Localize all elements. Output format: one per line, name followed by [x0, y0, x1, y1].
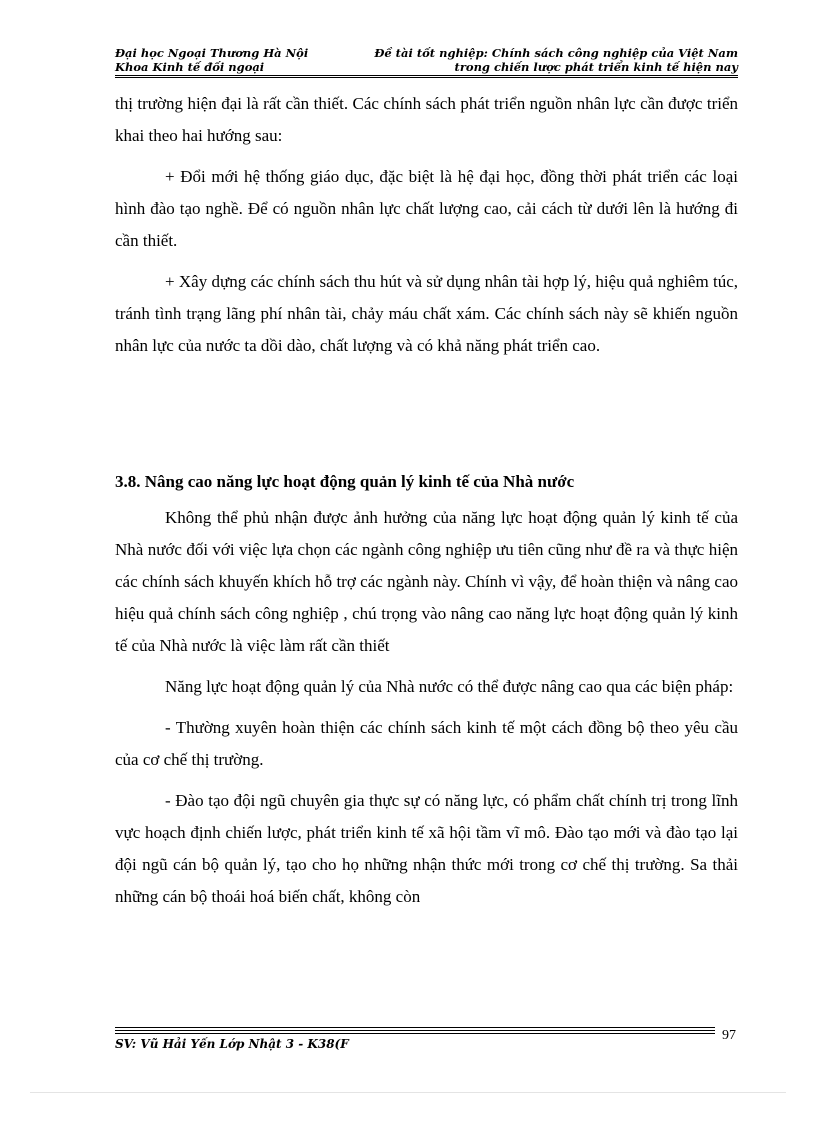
- page-bottom-edge: [30, 1092, 786, 1093]
- paragraph-bullet: - Thường xuyên hoàn thiện các chính sách kinh tế một cách đồng bộ theo yêu cầu của cơ chế thị trường.: [115, 718, 738, 769]
- paragraph-bullet: + Đổi mới hệ thống giáo dục, đặc biệt là hệ đại học, đồng thời phát triển các loại hình đào tạo nghề. Để có nguồn nhân lực chất lượng cao, cải cách từ dưới lên là hướng đi cần thiết.: [115, 167, 738, 250]
- header-thesis-subtitle: trong chiến lược phát triển kinh tế hiện nay: [454, 60, 738, 74]
- paragraph: Không thể phủ nhận được ảnh hưởng của năng lực hoạt động quản lý kinh tế của Nhà nước đối với việc lựa chọn các ngành công nghiệp ưu tiên cũng như đề ra và thực hiện các chính sách khuyến khích hỗ trợ các ngành này. Chính vì vậy, để hoàn thiện và nâng cao hiệu quả chính sách công nghiệp , chú trọng vào nâng cao năng lực hoạt động quản lý kinh tế của Nhà nước là việc làm rất cần thiết: [115, 508, 738, 655]
- header-university: Đại học Ngoại Thương Hà Nội: [115, 46, 309, 60]
- paragraph: Năng lực hoạt động quản lý của Nhà nước có thể được nâng cao qua các biện pháp:: [165, 677, 734, 696]
- paragraph-bullet: - Đào tạo đội ngũ chuyên gia thực sự có năng lực, có phẩm chất chính trị trong lĩnh vực hoạch định chiến lược, phát triển kinh tế xã hội tầm vĩ mô. Đào tạo mới và đào tạo lại đội ngũ cán bộ quản lý, tạo cho họ những nhận thức mới trong cơ chế thị trường. Sa thải những cán bộ thoái hoá biến chất, không còn: [115, 791, 738, 906]
- page-header: [115, 46, 738, 78]
- footer-divider: [115, 1027, 715, 1031]
- header-divider: [115, 75, 738, 78]
- header-faculty: Khoa Kinh tế đối ngoại: [115, 60, 265, 74]
- section-heading: 3.8. Nâng cao năng lực hoạt động quản lý kinh tế của Nhà nước: [115, 472, 575, 491]
- paragraph: thị trường hiện đại là rất cần thiết. Các chính sách phát triển nguồn nhân lực cần được triển khai theo hai hướng sau:: [115, 94, 738, 145]
- document-body: [115, 88, 738, 922]
- section-gap: [115, 371, 738, 466]
- paragraph-bullet: + Xây dựng các chính sách thu hút và sử dụng nhân tài hợp lý, hiệu quả nghiêm túc, tránh tình trạng lãng phí nhân tài, chảy máu chất xám. Các chính sách này sẽ khiến nguồn nhân lực của nước ta dồi dào, chất lượng và có khả năng phát triển cao.: [115, 272, 738, 355]
- page-number: 97: [722, 1028, 736, 1043]
- footer-divider-secondary: [115, 1033, 715, 1034]
- header-thesis-title: Đề tài tốt nghiệp: Chính sách công nghiệp của Việt Nam: [374, 46, 738, 60]
- footer-author: SV: Vũ Hải Yến Lớp Nhật 3 - K38(F: [115, 1037, 349, 1051]
